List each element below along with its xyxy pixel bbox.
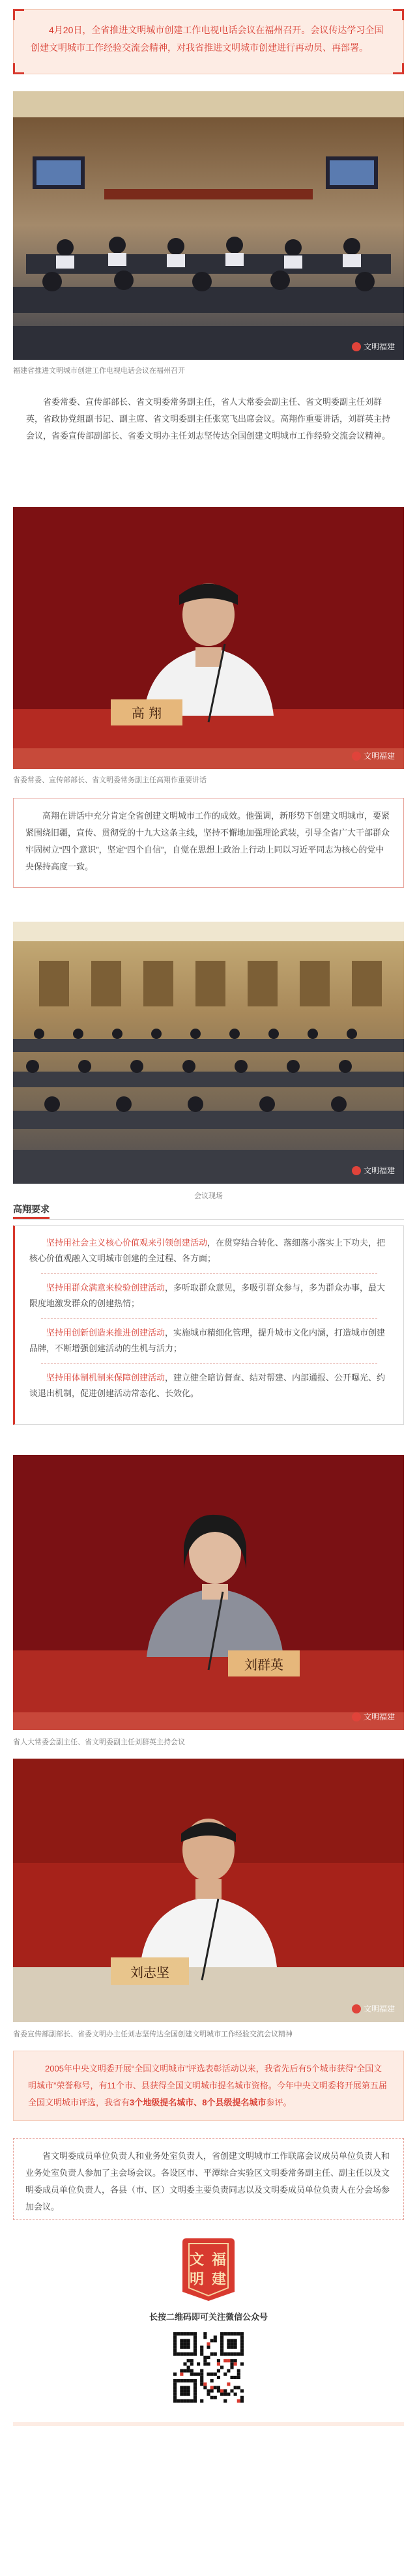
wenming-fujian-logo — [180, 2234, 237, 2302]
requirement-text: ，实施城市精细化管理，提升城市文化内涵，打造城市创建品牌，不断增强创建活动的生机与活力； — [29, 1328, 386, 1353]
frame-text: 省文明委成员单位负责人和业务处室负责人，省创建文明城市工作联席会议成员单位负责人和业务处室负责人参加了主会场会议。各设区市、平潭综合实验区文明委常务副主任、副主任以及文明委成员单位负责人，各县（市、区）文明委主要负责同志以及文明委成员单位负责人在分会场参加会议。 — [25, 2151, 390, 2212]
photo-caption: 省委常委、宣传部部长、省文明委常务副主任高翔作重要讲话 — [13, 776, 207, 784]
requirement-lead: 坚持用体制机制来保障创建活动 — [46, 1373, 165, 1383]
requirement-text: ，多听取群众意见，多吸引群众参与，多为群众办事，最大限度地激发群众的创建热情； — [29, 1283, 386, 1308]
requirement-lead: 坚持用创新创造来推进创建活动 — [46, 1328, 165, 1338]
watermark — [352, 1711, 395, 1722]
requirement-item — [15, 1280, 403, 1311]
logo-text: 文 福 — [190, 2251, 227, 2268]
section-header: 高翔要求 — [13, 1203, 50, 1219]
intro-text — [14, 10, 403, 68]
info-box — [13, 2051, 404, 2121]
quote-frame — [13, 798, 404, 888]
watermark-logo-icon — [352, 1166, 361, 1175]
requirement-item — [15, 1370, 403, 1401]
speaker-photo-liu-zhijian — [13, 1759, 404, 2022]
watermark-logo-icon — [352, 2004, 361, 2013]
frame-text: 高翔在讲话中充分肯定全省创建文明城市工作的成效。他强调，新形势下创建文明城市，要紧紧围绕旧疆，宣传、贯彻党的十九大这条主线，坚持不懈地加强理论武装，引导全省广大干部群众牢固树立“四个意识”，坚定“四个自信”，自觉在思想上政治上行动上同以习近平同志为核心的党中央保持高度一致。 — [25, 811, 390, 871]
watermark — [352, 1165, 395, 1176]
speaker-photo-liu-qunying — [13, 1455, 404, 1730]
intro-body: ，全省推进文明城市创建工作电视电话会议在福州召开。会议传达学习全国创建文明城市工作经验交流会精神，对我省推进文明城市创建进行再动员、再部署。 — [31, 25, 384, 53]
watermark-text: 文明福建 — [363, 752, 395, 761]
attendees-frame — [13, 2138, 404, 2220]
speaker-photo-gao — [13, 507, 404, 769]
corner-decoration — [13, 63, 24, 74]
watermark-text: 文明福建 — [363, 1166, 395, 1175]
watermark-logo-icon — [352, 342, 361, 351]
watermark-text: 文明福建 — [363, 2004, 395, 2013]
nameplate: 刘志坚 — [130, 1965, 169, 1980]
photo-caption: 省委宣传部副部长、省委文明办主任刘志坚传达全国创建文明城市工作经验交流会议精神 — [13, 2030, 293, 2038]
watermark-logo-icon — [352, 1712, 361, 1721]
requirement-item — [15, 1325, 403, 1356]
watermark — [352, 750, 395, 761]
nameplate: 刘群英 — [244, 1657, 283, 1673]
info-text — [14, 2051, 403, 2120]
paragraph: 省委常委、宣传部部长、省文明委常务副主任，省人大常委会副主任、省文明委副主任刘群英，省政协党组副书记、副主席、省文明委副主任张宽飞出席会议。高翔作重要讲话，刘群英主持会议，省委宣传部副部长、省委文明办主任刘志坚传达全国创建文明城市工作经验交流会议精神。 — [26, 397, 391, 441]
meeting-scene-photo — [13, 922, 404, 1184]
footer-bar — [13, 2422, 404, 2426]
info-text-part: 参评。 — [266, 2098, 292, 2107]
requirement-lead: 坚持用社会主义核心价值观来引领创建活动 — [46, 1238, 208, 1248]
divider — [41, 1318, 377, 1319]
requirement-text: ，建立健全暗访督查、结对帮建、内部通报、公开曝光、约谈退出机制，促进创建活动常态化、长效化。 — [29, 1373, 386, 1398]
requirement-item — [15, 1235, 403, 1266]
requirement-text: ，在贯穿结合转化、落细落小落实上下功夫，把核心价值观融入文明城市创建的全过程、各方面； — [29, 1238, 386, 1263]
watermark — [352, 341, 395, 352]
requirement-lead: 坚持用群众满意来检验创建活动 — [46, 1283, 165, 1293]
nameplate: 高 翔 — [131, 705, 162, 721]
corner-decoration — [13, 9, 24, 20]
qr-instruction: 长按二维码即可关注微信公众号 — [149, 2312, 268, 2322]
info-text-part: 2005年中央文明委开展“全国文明城市”评选表彰活动以来，我省先后有5个城市获得“全国文明城市”荣誉称号，有11个市、县获得全国文明城市提名城市资格。今年中央文明委将开展第五届全国文明城市评选，我省有 — [28, 2064, 387, 2107]
intro-box — [13, 9, 404, 74]
watermark-text: 文明福建 — [363, 1712, 395, 1721]
watermark — [352, 2003, 395, 2014]
watermark-logo-icon — [352, 752, 361, 761]
corner-decoration — [393, 9, 404, 20]
divider — [41, 1363, 377, 1364]
divider — [41, 1273, 377, 1274]
intro-date: 4月20日 — [49, 25, 83, 35]
requirements-box — [13, 1225, 404, 1425]
watermark-text: 文明福建 — [363, 342, 395, 351]
meeting-hall-photo — [13, 91, 404, 360]
divider — [13, 1219, 404, 1220]
logo-text: 明 建 — [190, 2271, 227, 2288]
photo-caption: 省人大常委会副主任、省文明委副主任刘群英主持会议 — [13, 1738, 185, 1746]
info-highlight: 3个地级提名城市、8个县级提名城市 — [130, 2098, 266, 2107]
corner-decoration — [393, 63, 404, 74]
qr-code[interactable] — [173, 2332, 244, 2403]
photo-caption: 会议现场 — [194, 1192, 223, 1200]
photo-caption: 福建省推进文明城市创建工作电视电话会议在福州召开 — [13, 367, 185, 375]
